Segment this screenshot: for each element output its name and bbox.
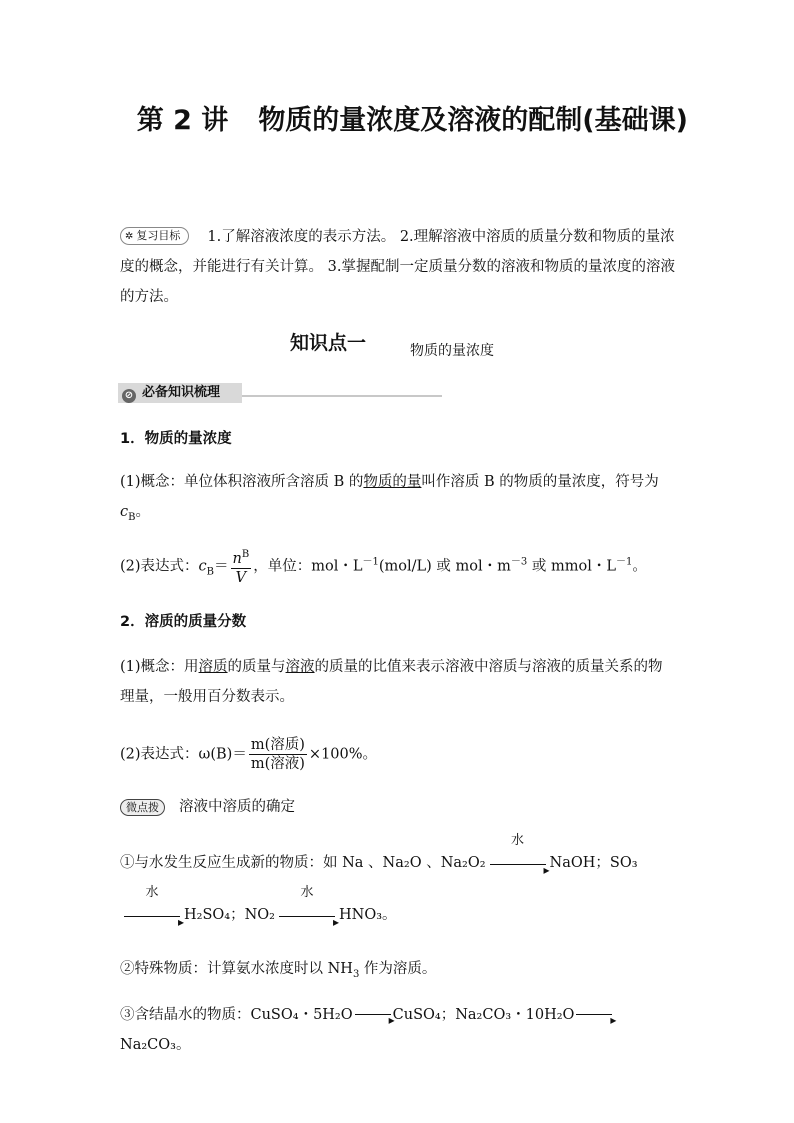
- arrow-icon: [355, 1014, 391, 1015]
- s2-concept-suffix: 的质量的比值来表示溶液中溶质与溶液的质量关系的物理量，一般用百分数表示。: [120, 659, 663, 705]
- units-sup-3: －1: [615, 556, 633, 568]
- tip-item-2-prefix: ②特殊物质：计算氨水浓度时以 NH: [120, 961, 353, 977]
- tip-title: 溶液中溶质的确定: [179, 799, 295, 815]
- s2-expr-label: (2)表达式：ω(B)＝: [120, 746, 247, 763]
- tip-item-3-a: ③含结晶水的物质：CuSO₄・5H₂O: [120, 1007, 353, 1023]
- units-sup-1: －1: [362, 556, 379, 568]
- gear-icon: ✲: [125, 231, 134, 242]
- s2-concept: [120, 652, 676, 712]
- tip-item-3-b: CuSO₄；Na₂CO₃・10H₂O: [392, 1007, 575, 1023]
- s1-concept-prefix: (1)概念：单位体积溶液所含溶质 B 的: [120, 474, 364, 490]
- s2-expr-tail: ×100%。: [308, 746, 378, 763]
- knowledge-point-subtitle: 物质的量浓度: [410, 343, 494, 359]
- tip-item-2: [120, 954, 676, 990]
- product-naoh: NaOH；SO₃: [549, 855, 638, 871]
- expr-eq: ＝: [214, 558, 229, 575]
- section-1-heading: 1．物质的量浓度: [120, 431, 232, 447]
- units-end: 。: [632, 558, 647, 575]
- tip-item-2-sub: 3: [352, 968, 360, 980]
- symbol-c: c: [120, 504, 129, 520]
- s1-expression: [120, 546, 676, 587]
- s2-concept-mid: 的质量与: [227, 659, 286, 675]
- s2-concept-prefix: (1)概念：用: [120, 659, 199, 675]
- arrow-label: 水: [300, 885, 314, 900]
- review-badge: [120, 227, 189, 245]
- expr-c: c: [198, 558, 207, 575]
- page-title: [118, 92, 688, 150]
- fraction-n-over-v: [231, 546, 252, 587]
- tip-header: [120, 792, 676, 822]
- frac-num-sup: B: [241, 549, 250, 560]
- frac-num-solute: m(溶质): [250, 737, 305, 753]
- s2-expression: [120, 736, 676, 773]
- reaction-arrow: [124, 885, 180, 932]
- tip-badge: 微点拨: [120, 799, 165, 816]
- tip-item-1: [120, 833, 676, 880]
- units-mid-2: 或 mmol・L: [527, 558, 616, 575]
- tip-item-3: [120, 1000, 676, 1060]
- tip-item-1-cont: [120, 885, 676, 932]
- slash-circle-icon: ⊘: [122, 389, 136, 403]
- tip-item-3-c: Na₂CO₃。: [120, 1037, 191, 1053]
- knowledge-point-title: 知识点一: [290, 332, 367, 354]
- product-h2so4: H₂SO₄；NO₂: [184, 907, 275, 923]
- expr-c-sub: B: [206, 566, 215, 578]
- s1-concept: [120, 467, 676, 533]
- s2-concept-underlined-1: 溶质: [198, 659, 228, 675]
- s2-concept-underlined-2: 溶液: [285, 659, 315, 675]
- review-goals: [120, 222, 676, 312]
- section-banner: [118, 383, 242, 403]
- fraction-mass-ratio: [249, 736, 307, 773]
- lecture-topic: 物质的量浓度及溶液的配制(基础课): [258, 105, 688, 136]
- arrow-label: 水: [511, 833, 525, 848]
- reaction-arrow: [279, 885, 335, 932]
- s1-concept-suffix: 叫作溶质 B 的物质的量浓度，符号为: [421, 474, 659, 490]
- reaction-arrow: [490, 833, 546, 880]
- arrow-label: 水: [145, 885, 159, 900]
- units-sup-2: －3: [510, 556, 528, 568]
- s1-concept-underlined: 物质的量: [363, 474, 422, 490]
- frac-num: n: [232, 550, 242, 567]
- review-badge-label: 复习目标: [136, 229, 181, 242]
- lecture-number: 第 2 讲: [136, 105, 229, 136]
- units-mid-1: (mol/L) 或 mol・m: [378, 558, 511, 575]
- tip-item-2-suffix: 作为溶质。: [359, 961, 437, 977]
- review-text: 1.了解溶液浓度的表示方法。 2.理解溶液中溶质的质量分数和物质的量浓度的概念，并能进行有关计算。 3.掌握配制一定质量分数的溶液和物质的量浓度的溶液的方法。: [120, 229, 675, 305]
- banner-divider: [242, 395, 442, 397]
- symbol-sub: B: [128, 511, 136, 523]
- frac-den: V: [235, 569, 247, 586]
- s1-period: 。: [135, 504, 150, 520]
- product-hno3: HNO₃。: [338, 907, 397, 923]
- section-2-heading: 2．溶质的质量分数: [120, 614, 247, 630]
- banner-label: 必备知识梳理: [142, 385, 221, 400]
- arrow-icon: [576, 1014, 612, 1015]
- units-prefix: ，单位：mol・L: [253, 558, 363, 575]
- s1-expr-label: (2)表达式：: [120, 558, 199, 575]
- tip-item-1-prefix: ①与水发生反应生成新的物质：如 Na 、Na₂O 、Na₂O₂: [120, 855, 486, 871]
- frac-den-solution: m(溶液): [250, 756, 305, 772]
